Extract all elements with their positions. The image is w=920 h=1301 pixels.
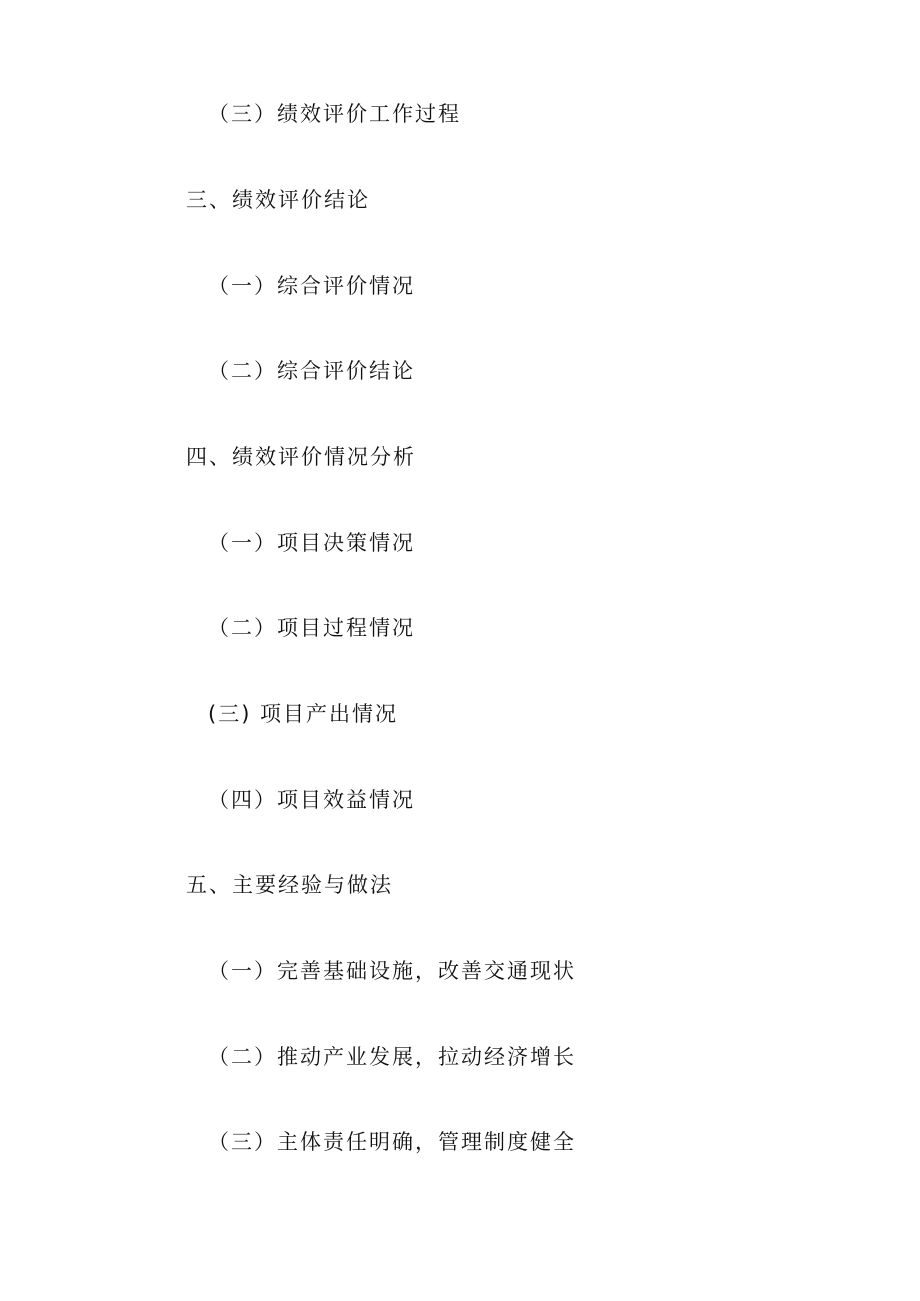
- toc-heading-experience: 五、主要经验与做法: [186, 873, 393, 897]
- toc-heading-analysis: 四、绩效评价情况分析: [186, 445, 416, 469]
- toc-item-project-benefit: （四）项目效益情况: [208, 788, 415, 812]
- toc-item-industry-development: （二）推动产业发展，拉动经济增长: [208, 1045, 576, 1069]
- toc-heading-conclusion: 三、绩效评价结论: [186, 188, 370, 212]
- toc-item-responsibility: （三）主体责任明确，管理制度健全: [208, 1130, 576, 1154]
- toc-item-work-process: （三）绩效评价工作过程: [208, 102, 461, 126]
- toc-item-infrastructure: （一）完善基础设施，改善交通现状: [208, 959, 576, 983]
- toc-item-overall-conclusion: （二）综合评价结论: [208, 359, 415, 383]
- toc-item-project-output: (三) 项目产出情况: [208, 702, 399, 726]
- toc-item-project-process: （二）项目过程情况: [208, 616, 415, 640]
- toc-item-project-decision: （一）项目决策情况: [208, 531, 415, 555]
- toc-item-overall-evaluation: （一）综合评价情况: [208, 274, 415, 298]
